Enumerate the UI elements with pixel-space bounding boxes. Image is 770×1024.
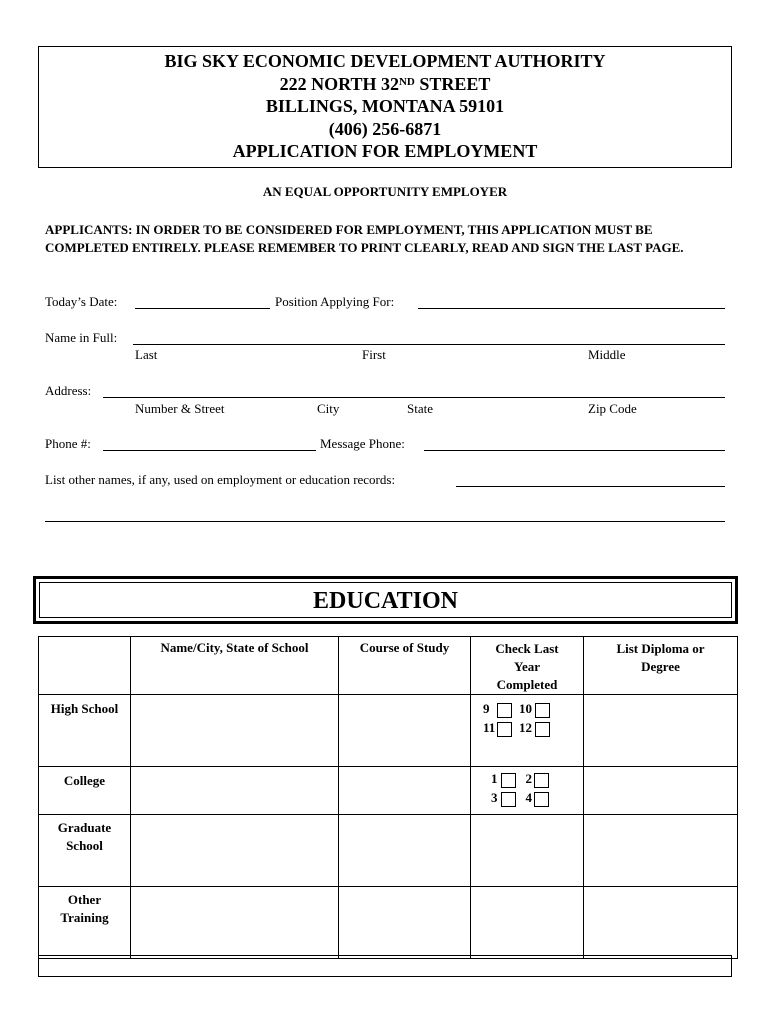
city-state-zip: BILLINGS, MONTANA 59101 [265, 96, 505, 116]
name-middle-caption: Middle [588, 347, 626, 362]
education-table [38, 636, 738, 959]
row-label-high-school: High School [39, 695, 131, 767]
college-year-4-checkbox[interactable] [534, 792, 549, 807]
address-street-caption: Number & Street [135, 401, 225, 416]
education-banner [33, 576, 738, 624]
position-field[interactable] [418, 308, 725, 309]
phone-label: Phone #: [45, 436, 91, 451]
org-name: BIG SKY ECONOMIC DEVELOPMENT AUTHORITY [164, 51, 606, 71]
education-header-row [39, 637, 738, 695]
college-year-3-checkbox[interactable] [501, 792, 516, 807]
other-training-name-cell[interactable] [131, 887, 339, 959]
college-years-cell: 1 2 3 4 [471, 767, 584, 815]
high-school-course-cell[interactable] [339, 695, 471, 767]
high-school-years-cell: 9 10 11 12 [471, 695, 584, 767]
street-address: 222 NORTH 32ND STREET [279, 73, 491, 94]
college-year-1-checkbox[interactable] [501, 773, 516, 788]
header-blank [39, 637, 131, 695]
letterhead-box [38, 46, 732, 168]
year-9-checkbox[interactable] [497, 703, 512, 718]
bottom-box [38, 955, 732, 977]
college-year-2-checkbox[interactable] [534, 773, 549, 788]
todays-date-field[interactable] [135, 308, 270, 309]
header-diploma: List Diploma or Degree [584, 637, 738, 695]
year-11-checkbox[interactable] [497, 722, 512, 737]
address-city-caption: City [317, 401, 340, 416]
header-school-name: Name/City, State of School [131, 637, 339, 695]
header-last-year: Check Last Year Completed [471, 637, 584, 695]
graduate-diploma-cell[interactable] [584, 815, 738, 887]
position-label: Position Applying For: [275, 294, 395, 309]
table-row [39, 767, 738, 815]
high-school-name-cell[interactable] [131, 695, 339, 767]
form-title: APPLICATION FOR EMPLOYMENT [232, 141, 538, 161]
message-phone-label: Message Phone: [320, 436, 405, 451]
other-training-years-cell[interactable] [471, 887, 584, 959]
phone-field[interactable] [103, 450, 316, 451]
year-10-checkbox[interactable] [535, 703, 550, 718]
other-training-diploma-cell[interactable] [584, 887, 738, 959]
address-state-caption: State [407, 401, 433, 416]
full-name-field[interactable] [133, 344, 725, 345]
full-name-label: Name in Full: [45, 330, 118, 345]
row-label-college: College [39, 767, 131, 815]
row-label-graduate-school: Graduate School [39, 815, 131, 887]
table-row [39, 695, 738, 767]
name-last-caption: Last [135, 347, 158, 362]
header-course: Course of Study [339, 637, 471, 695]
college-name-cell[interactable] [131, 767, 339, 815]
table-row [39, 815, 738, 887]
graduate-name-cell[interactable] [131, 815, 339, 887]
college-course-cell[interactable] [339, 767, 471, 815]
high-school-diploma-cell[interactable] [584, 695, 738, 767]
table-row [39, 887, 738, 959]
graduate-course-cell[interactable] [339, 815, 471, 887]
applicant-instructions: APPLICANTS: IN ORDER TO BE CONSIDERED FOR EMPLOYMENT, THIS APPLICATION MUST BE COMPLETED ENTIRELY. PLEASE REMEMBER TO PRINT CLEARLY, READ AND SIGN THE LAST PAGE. [45, 222, 684, 255]
graduate-years-cell[interactable] [471, 815, 584, 887]
college-diploma-cell[interactable] [584, 767, 738, 815]
address-zip-caption: Zip Code [588, 401, 637, 416]
eeo-statement: AN EQUAL OPPORTUNITY EMPLOYER [262, 184, 508, 199]
address-field[interactable] [103, 397, 725, 398]
education-title: EDUCATION [39, 582, 732, 618]
row-label-other-training: Other Training [39, 887, 131, 959]
name-first-caption: First [362, 347, 386, 362]
other-training-course-cell[interactable] [339, 887, 471, 959]
other-names-field[interactable] [456, 486, 725, 487]
year-12-checkbox[interactable] [535, 722, 550, 737]
other-names-label: List other names, if any, used on employment or education records: [45, 472, 396, 487]
org-phone: (406) 256-6871 [328, 118, 442, 139]
address-label: Address: [45, 383, 92, 398]
message-phone-field[interactable] [424, 450, 725, 451]
other-names-field-continued[interactable] [45, 521, 725, 522]
todays-date-label: Today’s Date: [45, 294, 118, 309]
